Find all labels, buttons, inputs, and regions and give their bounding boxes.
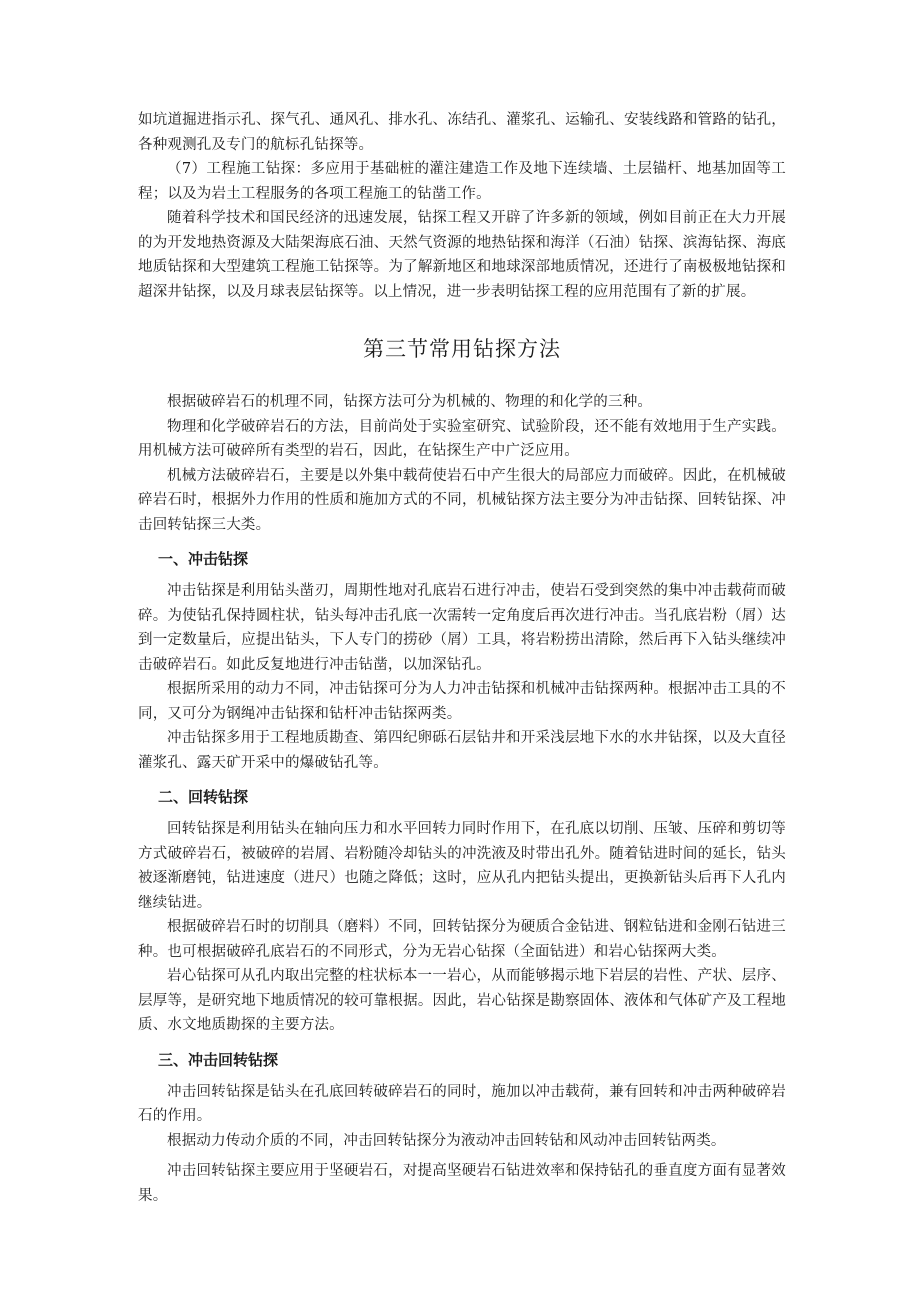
percussive-rotary-paragraph-2: 根据动力传动介质的不同，冲击回转钻探分为液动冲击回转钻和风动冲击回转钻两类。 — [167, 1132, 726, 1149]
section-paragraph-3: 机械方法破碎岩石，主要是以外集中载荷使岩石中产生很大的局部应力而破碎。因此，在机械破碎岩石时，根据外力作用的性质和施加方式的不同，机械钻探方法主要分为冲击钻探、回转钻探、冲击回转钻探三大类。 — [138, 467, 786, 533]
percussive-rotary-paragraph-1: 冲击回转钻探是钻头在孔底回转破碎岩石的同时，施加以冲击载荷，兼有回转和冲击两种破碎岩石的作用。 — [138, 1083, 786, 1124]
rotary-paragraph-3: 岩心钻探可从孔内取出完整的柱状标本一一岩心，从而能够揭示地下岩层的岩性、产状、层序、层厚等，是研究地下地质情况的较可靠根据。因此，岩心钻探是勘察固体、液体和气体矿产及工程地质、水文地质勘探的主要方法。 — [138, 968, 786, 1033]
percussive-rotary-paragraph-3: 冲击回转钻探主要应用于坚硬岩石，对提高坚硬岩石钻进效率和保持钻孔的垂直度方面有显著效果。 — [138, 1163, 786, 1204]
impact-paragraph-3: 冲击钻探多用于工程地质勘查、第四纪卵砾石层钻井和开采浅层地下水的水井钻探，以及大直径灌浆孔、露天矿开采中的爆破钻孔等。 — [138, 730, 786, 771]
rotary-paragraph-1: 回转钻探是利用钻头在轴向压力和水平回转力同时作用下，在孔底以切削、压皱、压碎和剪切等方式破碎岩石，被破碎的岩屑、岩粉随冷却钻头的冲洗液及时带出孔外。随着钻进时间的延长，钻头被逐渐磨钝，钻进速度（进尺）也随之降低；这时，应从孔内把钻头提出，更换新钻头后再下人孔内继续钻进。 — [138, 821, 786, 911]
intro-paragraph-1: 如坑道掘进指示孔、探气孔、通风孔、排水孔、冻结孔、灌浆孔、运输孔、安装线路和管路的钻孔，各种观测孔及专门的航标孔钻探等。 — [138, 112, 786, 153]
impact-paragraph-1: 冲击钻探是利用钻头凿刃，周期性地对孔底岩石进行冲击，使岩石受到突然的集中冲击载荷而破碎。为使钻孔保持圆柱状，钻头每冲击孔底一次需转一定角度后再次进行冲击。当孔底岩粉（屑）达到一定数量后，应提出钻头，下人专门的捞砂（屑）工具，将岩粉捞出清除，然后再下入钻头继续冲击破碎岩石。如此反复地进行冲击钻凿，以加深钻孔。 — [138, 583, 786, 673]
document-page — [138, 108, 786, 1208]
section-paragraph-1: 根据破碎岩石的机理不同，钻探方法可分为机械的、物理的和化学的三种。 — [167, 394, 653, 410]
rotary-drilling-heading: 二、回转钻探 — [158, 788, 249, 806]
percussive-rotary-heading: 三、冲击回转钻探 — [158, 1050, 279, 1069]
intro-paragraph-3: 随着科学技术和国民经济的迅速发展，钻探工程又开辟了许多新的领域，例如目前正在大力开展的为开发地热资源及大陆架海底石油、天然气资源的地热钻探和海洋（石油）钻探、滨海钻探、海底地质钻探和大型建筑工程施工钻探等。为了解新地区和地球深部地质情况，还进行了南极极地钻探和超深井钻探，以及月球表层钻探等。以上情况，进一步表明钻探工程的应用范围有了新的扩展。 — [138, 210, 786, 300]
section-paragraph-2: 物理和化学破碎岩石的方法，目前尚处于实验室研究、试验阶段，还不能有效地用于生产实践。用机械方法可破碎所有类型的岩石，因此，在钻探生产中广泛应用。 — [138, 418, 786, 459]
intro-paragraph-2: （7）工程施工钻探：多应用于基础桩的灌注建造工作及地下连续墙、土层锚杆、地基加固等工程；以及为岩土工程服务的各项工程施工的钻凿工作。 — [138, 161, 786, 202]
rotary-paragraph-2: 根据破碎岩石时的切削具（磨料）不同，回转钻探分为硬质合金钻进、钢粒钻进和金刚石钻进三种。也可根据破碎孔底岩石的不同形式，分为无岩心钻探（全面钻进）和岩心钻探两大类。 — [138, 919, 786, 960]
impact-drilling-heading: 一、冲击钻探 — [158, 550, 249, 568]
section-title: 第三节常用钻探方法 — [363, 337, 561, 361]
impact-paragraph-2: 根据所采用的动力不同，冲击钻探可分为人力冲击钻探和机械冲击钻探两种。根据冲击工具的不同，又可分为钢绳冲击钻探和钻杆冲击钻探两类。 — [138, 681, 786, 722]
